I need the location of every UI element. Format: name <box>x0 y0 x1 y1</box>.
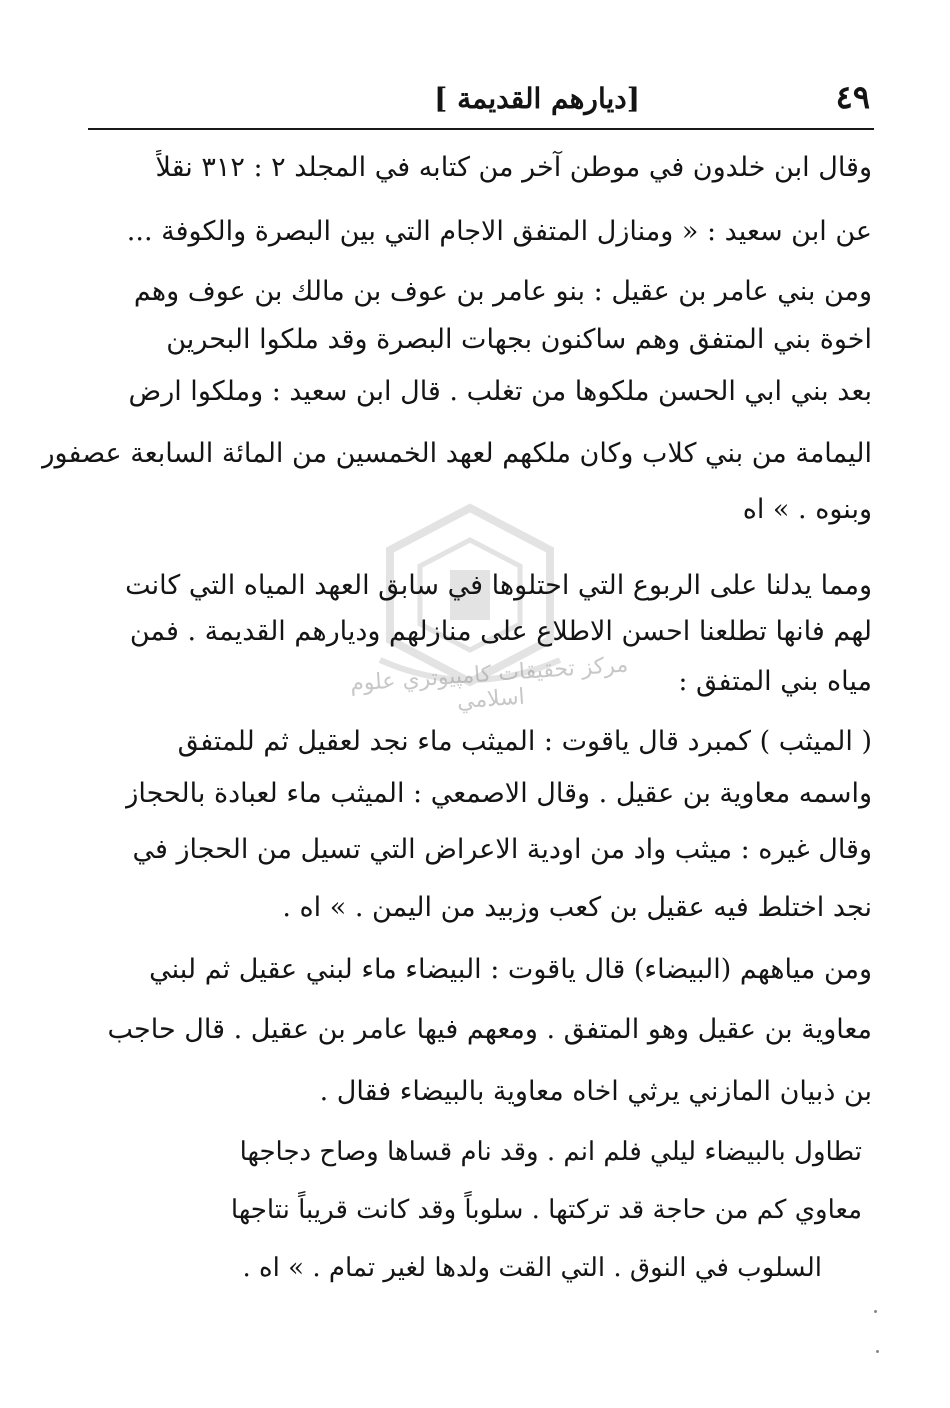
text-line: وبنوه . » اه <box>742 494 872 525</box>
verse-line: معاوي كم من حاجة قد تركتها . سلوباً وقد كانت قريباً نتاجها <box>230 1195 862 1225</box>
text-line: معاوية بن عقيل وهو المتفق . ومعهم فيها عامر بن عقيل . قال حاجب <box>107 1014 872 1045</box>
running-title: [ديارهم القديمة ] <box>434 82 640 115</box>
text-line: بعد بني ابي الحسن ملكوها من تغلب . قال ابن سعيد : وملكوا ارض <box>128 376 872 407</box>
text-line: وقال ابن خلدون في موطن آخر من كتابه في المجلد ٢ : ٣١٢ نقلاً <box>155 152 872 183</box>
verse-line: تطاول بالبيضاء ليلي فلم انم . وقد نام قساها وصاح دجاجها <box>239 1137 862 1167</box>
text-line: وقال غيره : ميثب واد من اودية الاعراض التي تسيل من الحجاز في <box>132 834 872 865</box>
text-line: ومن بني عامر بن عقيل : بنو عامر بن عوف بن مالك بن عوف وهم <box>133 276 872 307</box>
text-line: اليمامة من بني كلاب وكان ملكهم لعهد الخمسين من المائة السابعة عصفور <box>41 438 872 469</box>
scan-speck <box>874 1310 877 1313</box>
watermark-text: مركز تحقيقات كامپيوتري علوم اسلامي <box>349 652 629 715</box>
scan-speck <box>876 1350 879 1353</box>
text-line: بن ذبيان المازني يرثي اخاه معاوية بالبيضاء فقال . <box>319 1076 872 1107</box>
text-line: اخوة بني المتفق وهم ساكنون بجهات البصرة وقد ملكوا البحرين <box>166 324 872 355</box>
text-line: ومما يدلنا على الربوع التي احتلوها في سابق العهد المياه التي كانت <box>125 570 872 601</box>
text-line: واسمه معاوية بن عقيل . وقال الاصمعي : الميثب ماء لعبادة بالحجاز <box>125 778 872 809</box>
text-line: عن ابن سعيد : « ومنازل المتفق الاجام التي بين البصرة والكوفة ... <box>126 216 872 247</box>
header-rule <box>88 128 874 130</box>
page-header <box>90 78 870 126</box>
page-number: ٤٩ <box>835 78 870 116</box>
text-line: ومن مياههم (البيضاء) قال ياقوت : البيضاء ماء لبني عقيل ثم لبني <box>149 954 872 985</box>
verse-line: السلوب في النوق . التي القت ولدها لغير تمام . » اه . <box>242 1253 822 1283</box>
text-line: نجد اختلط فيه عقيل بن كعب وزبيد من اليمن . » اه . <box>282 892 872 923</box>
text-line: لهم فانها تطلعنا احسن الاطلاع على منازلهم وديارهم القديمة . فمن <box>129 616 872 647</box>
text-line: مياه بني المتفق : <box>678 666 872 697</box>
text-line: ( الميثب ) كمبرد قال ياقوت : الميثب ماء نجد لعقيل ثم للمتفق <box>177 726 872 757</box>
